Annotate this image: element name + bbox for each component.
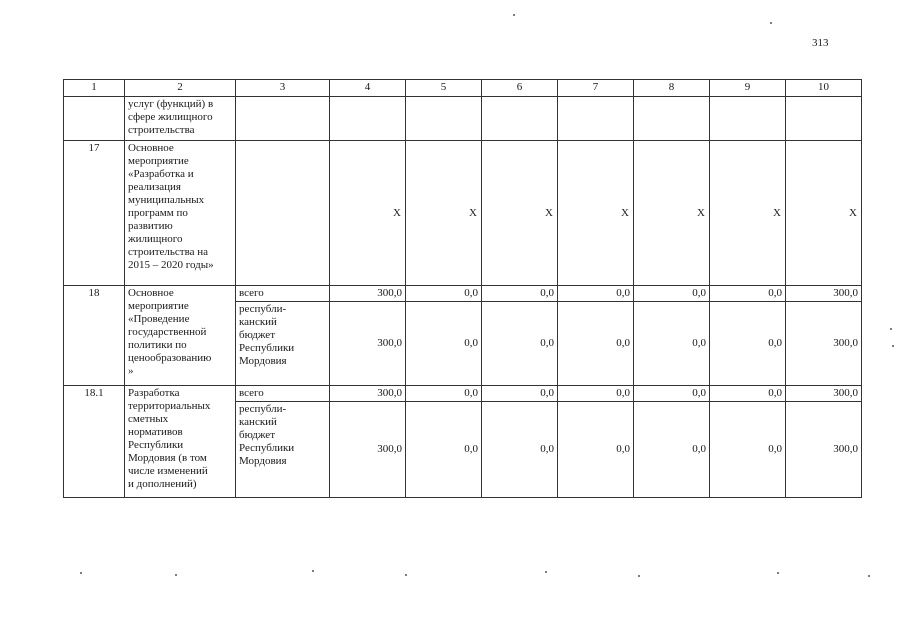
value-cell: 0,0 bbox=[558, 286, 634, 302]
value-cell: 0,0 bbox=[634, 402, 710, 498]
value-cell: 300,0 bbox=[330, 302, 406, 386]
x-mark: X bbox=[406, 141, 482, 286]
funding-source: всего bbox=[236, 286, 330, 302]
row-number: 18.1 bbox=[64, 386, 125, 498]
scan-speck bbox=[770, 22, 772, 24]
budget-table bbox=[63, 79, 862, 498]
scan-speck bbox=[868, 575, 870, 577]
header-cell: 4 bbox=[330, 80, 406, 97]
header-cell: 7 bbox=[558, 80, 634, 97]
row-number: 17 bbox=[64, 141, 125, 286]
scan-speck bbox=[777, 572, 779, 574]
value-cell: 0,0 bbox=[710, 386, 786, 402]
value-cell: 0,0 bbox=[710, 402, 786, 498]
header-cell: 1 bbox=[64, 80, 125, 97]
scan-speck bbox=[545, 571, 547, 573]
value-cell: 0,0 bbox=[482, 386, 558, 402]
table-row-17 bbox=[64, 141, 862, 286]
value-cell: 0,0 bbox=[406, 386, 482, 402]
scan-speck bbox=[638, 575, 640, 577]
header-cell: 2 bbox=[125, 80, 236, 97]
scan-speck bbox=[890, 328, 892, 330]
value-cell: 0,0 bbox=[558, 302, 634, 386]
page-number: 313 bbox=[812, 37, 829, 49]
scan-speck bbox=[513, 14, 515, 16]
table-row-18-total bbox=[64, 286, 862, 302]
value-cell: 0,0 bbox=[406, 286, 482, 302]
x-mark: X bbox=[558, 141, 634, 286]
x-mark: X bbox=[786, 141, 862, 286]
header-cell: 8 bbox=[634, 80, 710, 97]
continuation-text: услуг (функций) в сфере жилищного строительства bbox=[125, 97, 236, 141]
value-cell: 0,0 bbox=[406, 402, 482, 498]
value-cell: 0,0 bbox=[634, 286, 710, 302]
value-cell: 300,0 bbox=[330, 402, 406, 498]
value-cell: 0,0 bbox=[482, 302, 558, 386]
row-number: 18 bbox=[64, 286, 125, 386]
value-cell: 0,0 bbox=[710, 286, 786, 302]
row-name: Основное мероприятие «Разработка и реализация муниципальных программ по развитию жилищного строительства на 2015 – 2020 годы» bbox=[125, 141, 236, 286]
funding-source: республи- канский бюджет Республики Мордовия bbox=[236, 302, 330, 386]
value-cell: 0,0 bbox=[634, 386, 710, 402]
value-cell: 300,0 bbox=[786, 402, 862, 498]
header-cell: 9 bbox=[710, 80, 786, 97]
value-cell: 0,0 bbox=[406, 302, 482, 386]
value-cell: 0,0 bbox=[558, 402, 634, 498]
value-cell: 300,0 bbox=[786, 386, 862, 402]
scan-speck bbox=[405, 574, 407, 576]
funding-source: республи- канский бюджет Республики Мордовия bbox=[236, 402, 330, 498]
header-cell: 3 bbox=[236, 80, 330, 97]
scan-speck bbox=[892, 345, 894, 347]
value-cell: 0,0 bbox=[558, 386, 634, 402]
value-cell: 300,0 bbox=[786, 286, 862, 302]
funding-source: всего bbox=[236, 386, 330, 402]
value-cell: 0,0 bbox=[710, 302, 786, 386]
header-cell: 10 bbox=[786, 80, 862, 97]
value-cell: 300,0 bbox=[330, 286, 406, 302]
x-mark: X bbox=[710, 141, 786, 286]
value-cell: 0,0 bbox=[482, 286, 558, 302]
scan-speck bbox=[312, 570, 314, 572]
value-cell: 300,0 bbox=[330, 386, 406, 402]
value-cell: 300,0 bbox=[786, 302, 862, 386]
scan-speck bbox=[175, 574, 177, 576]
table-header-row bbox=[64, 80, 862, 97]
table-row-18-1-total bbox=[64, 386, 862, 402]
header-cell: 5 bbox=[406, 80, 482, 97]
row-name: Разработка территориальных сметных нормативов Республики Мордовия (в том числе изменений и дополнений) bbox=[125, 386, 236, 498]
value-cell: 0,0 bbox=[482, 402, 558, 498]
scan-speck bbox=[80, 572, 82, 574]
row-name: Основное мероприятие «Проведение государственной политики по ценообразованию » bbox=[125, 286, 236, 386]
x-mark: X bbox=[482, 141, 558, 286]
table-row-continuation bbox=[64, 97, 862, 141]
x-mark: X bbox=[330, 141, 406, 286]
value-cell: 0,0 bbox=[634, 302, 710, 386]
x-mark: X bbox=[634, 141, 710, 286]
header-cell: 6 bbox=[482, 80, 558, 97]
